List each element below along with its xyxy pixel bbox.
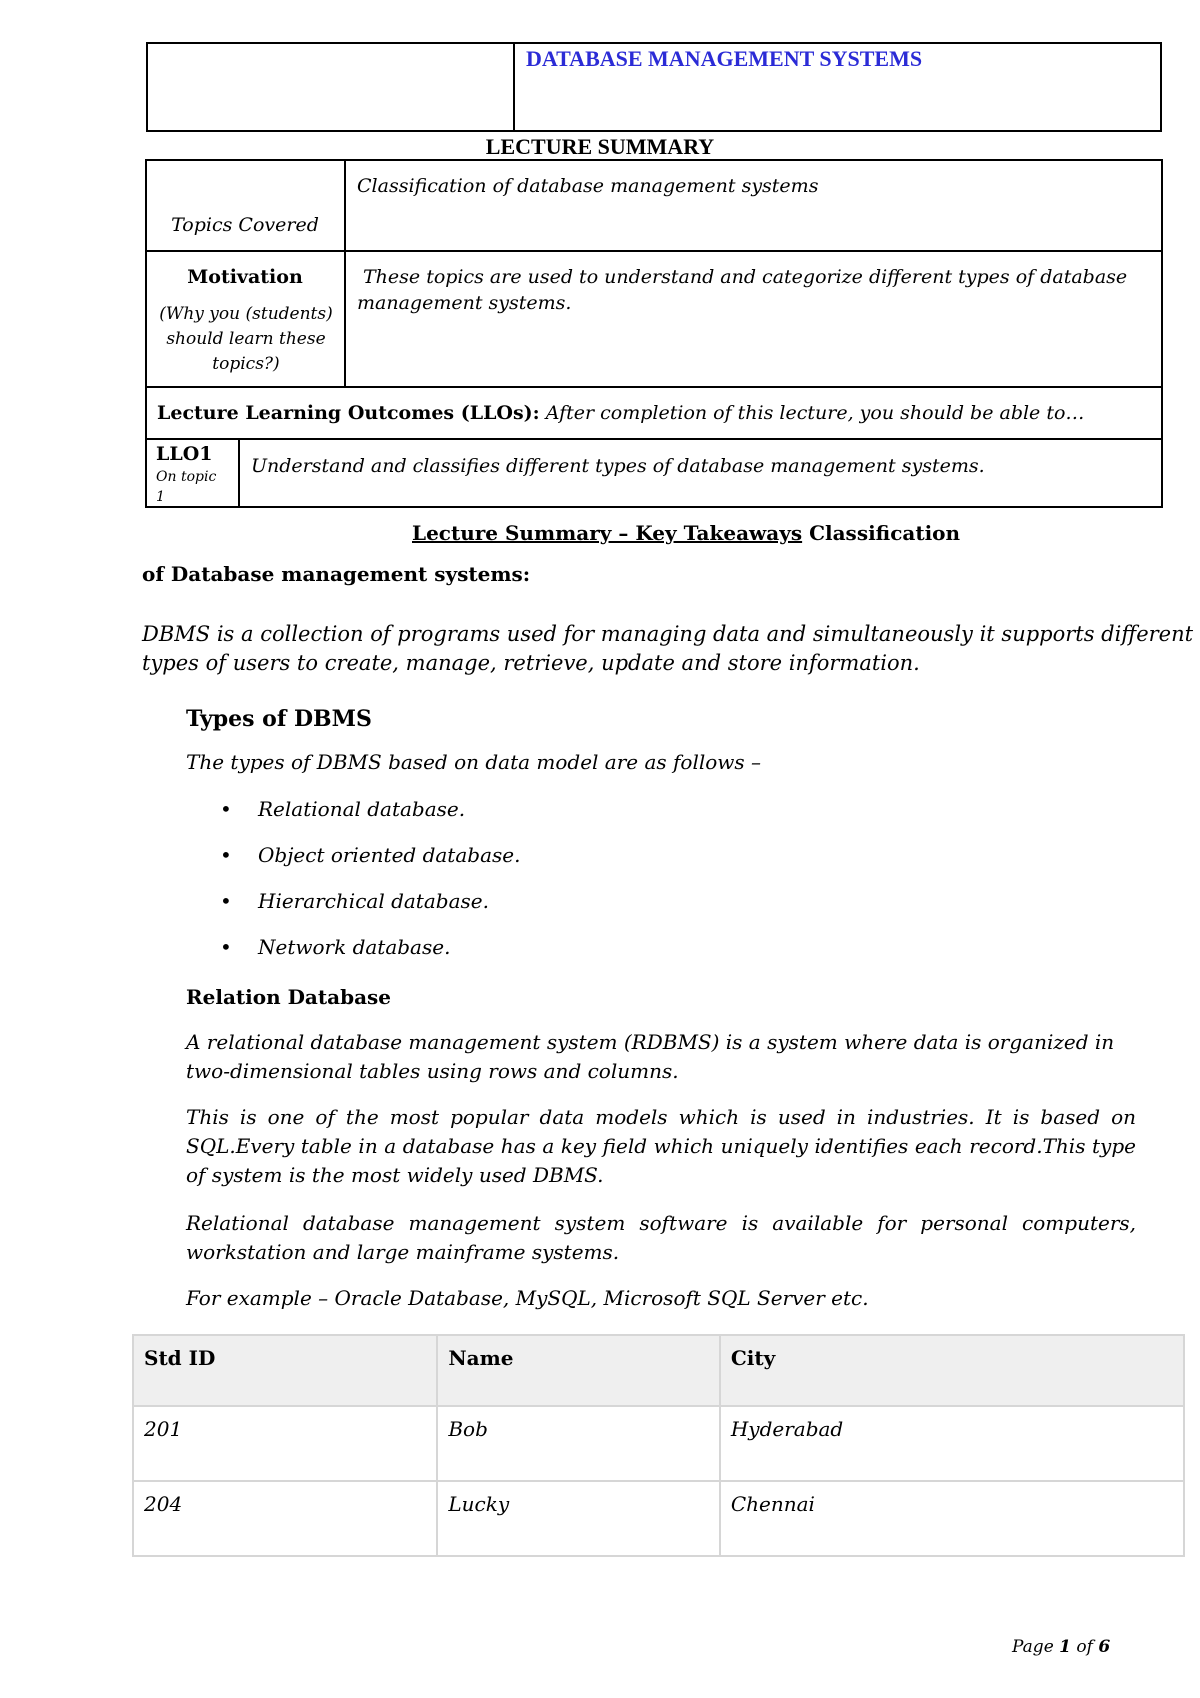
dbms-intro: DBMS is a collection of programs used for managing data and simultaneously it supports different types of users to create, manage, retrieve, update and store information.: [142, 622, 1194, 675]
header-name: Name: [437, 1335, 719, 1406]
course-title: DATABASE MANAGEMENT SYSTEMS: [526, 46, 923, 71]
summary-row-line-3: [145, 438, 1163, 440]
cell-std-id: 204: [133, 1481, 437, 1556]
header-std-id: Std ID: [133, 1335, 437, 1406]
list-item: [220, 843, 520, 889]
topics-covered-value: Classification of database management systems: [357, 175, 819, 197]
page-current: 1: [1059, 1637, 1072, 1657]
header-divider: [513, 42, 515, 132]
summary-col-line-1: [344, 159, 346, 388]
relation-example: For example – Oracle Database, MySQL, Microsoft SQL Server etc.: [186, 1286, 869, 1310]
bullet-icon: •: [220, 889, 232, 913]
section-title-b: of Database management systems:: [142, 562, 531, 586]
summary-row-line-2: [145, 386, 1163, 388]
section-title-a: Classification: [809, 521, 961, 545]
types-heading: Types of DBMS: [186, 706, 372, 732]
table-header-row: [133, 1335, 1184, 1406]
topics-covered-label: Topics Covered: [171, 214, 319, 236]
page-number: [1012, 1637, 1110, 1657]
llo-heading: Lecture Learning Outcomes (LLOs):: [157, 402, 540, 424]
cell-name: Lucky: [437, 1481, 719, 1556]
list-item: [220, 797, 520, 843]
types-list: [220, 797, 520, 981]
type-label: Hierarchical database.: [258, 889, 489, 913]
page-prefix: Page: [1012, 1637, 1054, 1657]
key-takeaways-link: Lecture Summary – Key Takeaways: [412, 521, 803, 545]
motivation-value: These topics are used to understand and categorize different types of database management systems.: [357, 266, 1128, 314]
type-label: Relational database.: [258, 797, 466, 821]
summary-row-line-1: [145, 250, 1163, 252]
llo1-text: Understand and classifies different types of database management systems.: [251, 455, 985, 477]
list-item: [220, 935, 520, 981]
page-of: of: [1076, 1637, 1093, 1657]
cell-name: Bob: [437, 1406, 719, 1481]
types-intro: The types of DBMS based on data model are as follows –: [186, 750, 762, 774]
bullet-icon: •: [220, 935, 232, 959]
lecture-summary-heading: LECTURE SUMMARY: [485, 134, 715, 159]
student-table: [132, 1334, 1185, 1557]
page-total: 6: [1098, 1637, 1111, 1657]
relation-heading: Relation Database: [186, 985, 392, 1009]
table-row: [133, 1406, 1184, 1481]
relation-paragraph-1: A relational database management system (RDBMS) is a system where data is organized in two-dimensional tables using rows and columns.: [186, 1030, 1115, 1083]
llo-row: [157, 402, 1084, 424]
type-label: Network database.: [258, 935, 451, 959]
table-row: [133, 1481, 1184, 1556]
cell-city: Chennai: [720, 1481, 1184, 1556]
llo1-subtext: On topic 1: [156, 469, 217, 505]
relation-paragraph-3: Relational database management system software is available for personal computers, workstation and large mainframe systems.: [186, 1211, 1136, 1264]
type-label: Object oriented database.: [258, 843, 521, 867]
motivation-subtext: (Why you (students) should learn these topics?): [159, 304, 333, 374]
llo1-label: LLO1: [156, 443, 213, 465]
motivation-label: Motivation: [187, 266, 303, 288]
relation-paragraph-2: This is one of the most popular data models which is used in industries. It is based on SQL.Every table in a database has a key field which uniquely identifies each record.This type of system is the most widely used DBMS.: [186, 1105, 1136, 1187]
summary-col-line-2: [238, 438, 240, 508]
key-takeaways-line: [412, 521, 960, 545]
cell-std-id: 201: [133, 1406, 437, 1481]
header-city: City: [720, 1335, 1184, 1406]
bullet-icon: •: [220, 797, 232, 821]
cell-city: Hyderabad: [720, 1406, 1184, 1481]
list-item: [220, 889, 520, 935]
llo-intro: After completion of this lecture, you should be able to…: [545, 402, 1085, 424]
bullet-icon: •: [220, 843, 232, 867]
